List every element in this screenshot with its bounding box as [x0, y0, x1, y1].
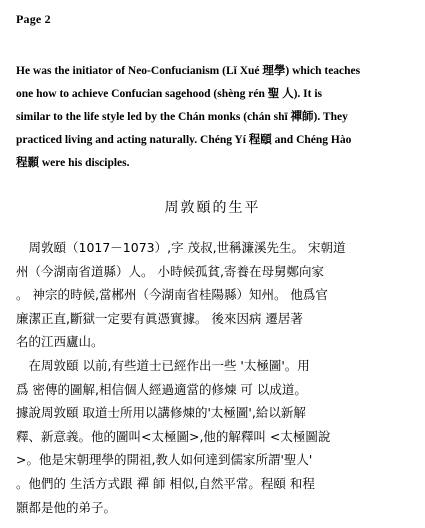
section-title: 周敦頤的生平 [164, 200, 261, 216]
body-line: 據說周敦頤 取道士所用以講修煉的'太極圖',給以新解 [16, 405, 306, 421]
body-line: 名的江西廬山。 [16, 334, 104, 350]
body-line: 顥都是他的弟子。 [16, 499, 117, 515]
body-line: 在周敦頤 以前,有些道士已經作出一些 '太極圖'。用 [16, 357, 310, 373]
body-line: 爲 密傳的圖解,相信個人經過適當的修煉 可 以成道。 [16, 381, 307, 397]
intro-line: He was the initiator of Neo-Confucianism (Lǐ Xué 理學) which teaches [16, 65, 361, 77]
body-line: 。他們的 生活方式跟 禪 師 相似,自然平常。程頤 和程 [16, 475, 315, 491]
page-number: Page 2 [16, 12, 51, 26]
intro-line: similar to the life style led by the Chán monks (chán shī 禪師). They [16, 111, 348, 123]
body-line: 釋、新意義。他的圖叫<太極圖>,他的解釋叫 <太極圖說 [16, 428, 331, 444]
body-line: 周敦頤（1017－1073）,字 茂叔,世稱濂溪先生。 宋朝道 [16, 240, 346, 255]
body-line: 廉潔正直,斷獄一定要有眞憑實據。 後來因病 遷居著 [16, 310, 303, 326]
intro-line: practiced living and acting naturally. Chéng Yí 程頤 and Chéng Hào [16, 134, 352, 146]
intro-line: 程顥 were his disciples. [16, 157, 130, 169]
body-line: 。 神宗的時候,當郴州（今湖南省桂陽縣）知州。 他爲官 [16, 287, 328, 303]
english-intro-paragraph [16, 60, 416, 175]
body-line: 州（今湖南省道縣）人。 小時候孤貧,寄養在母舅鄭向家 [16, 263, 324, 279]
intro-line: one how to achieve Confucian sagehood (shèng rén 聖 人). It is [16, 88, 323, 100]
chinese-body-text [16, 236, 416, 519]
body-line: >。他是宋朝理學的開祖,教人如何達到儒家所謂'聖人' [16, 452, 313, 468]
